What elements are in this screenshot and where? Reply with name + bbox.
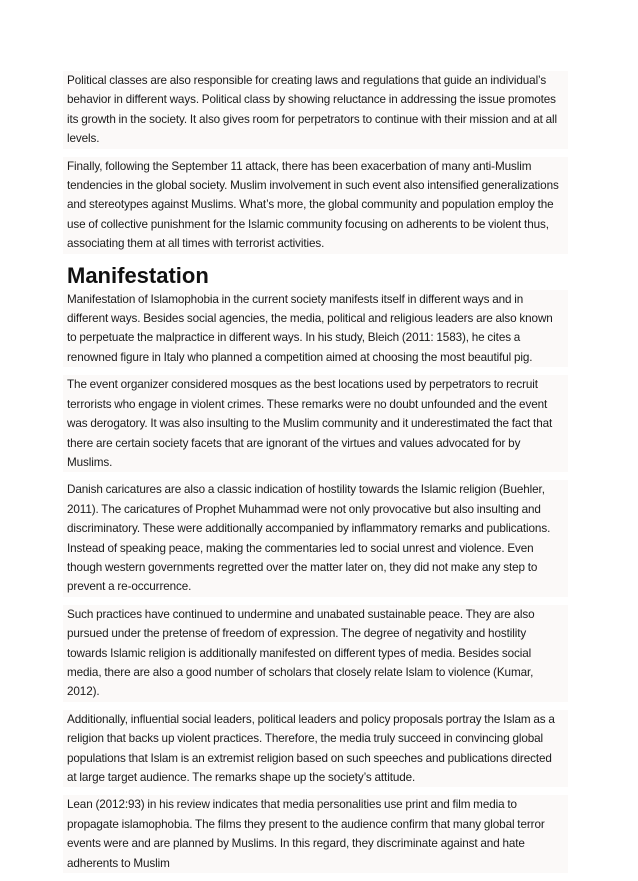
paragraph-september-11: Finally, following the September 11 attack, there has been exacerbation of many anti-Muslim tendencies in the global society. Muslim involvement in such event also intensified generalizations and stereotypes against Muslims. What’s more, the global community and population employ the use of collective punishment for the Islamic community focusing on adherents to be violent thus, associating them at all times with terrorist activities.	[63, 157, 568, 254]
paragraph-influential-leaders: Additionally, influential social leaders, political leaders and policy proposals portray the Islam as a religion that backs up violent practices. Therefore, the media truly succeed in convincing global populations that Islam is an extremist religion based on such speeches and publications directed at large target audience. The remarks shape up the society’s attitude.	[63, 710, 568, 788]
paragraph-event-organizer: The event organizer considered mosques as the best locations used by perpetrators to recruit terrorists who engage in violent crimes. These remarks were no doubt unfounded and the event was derogatory. It was also insulting to the Muslim community and it underestimated the fact that there are certain society facets that are ignorant of the virtues and values advocated for by Muslims.	[63, 375, 568, 472]
paragraph-such-practices: Such practices have continued to undermine and unabated sustainable peace. They are also pursued under the pretense of freedom of expression. The degree of negativity and hostility towards Islamic religion is additionally manifested on different types of media. Besides social media, there are also a good number of scholars that closely relate Islam to violence (Kumar, 2012).	[63, 605, 568, 702]
paragraph-manifestation-intro: Manifestation of Islamophobia in the current society manifests itself in different ways and in different ways. Besides social agencies, the media, political and religious leaders are also known to perpetuate the malpractice in different ways. In his study, Bleich (2011: 1583), he cites a renowned figure in Italy who planned a competition aimed at choosing the most beautiful pig.	[63, 290, 568, 368]
section-heading: Manifestation	[67, 262, 209, 288]
paragraph-danish-caricatures: Danish caricatures are also a classic indication of hostility towards the Islamic religion (Buehler, 2011). The caricatures of Prophet Muhammad were not only provocative but also insulting and discriminatory. These were additionally accompanied by inflammatory remarks and publications. Instead of speaking peace, making the commentaries led to social unrest and violence. Even though western governments regretted over the matter later on, they did not make any step to prevent a re-occurrence.	[63, 480, 568, 596]
paragraph-political-classes: Political classes are also responsible for creating laws and regulations that guide an individual’s behavior in different ways. Political class by showing reluctance in addressing the issue promotes its growth in the society. It also gives room for perpetrators to continue with their mission and at all levels.	[63, 71, 568, 149]
document-body	[63, 71, 568, 881]
paragraph-lean-review: Lean (2012:93) in his review indicates that media personalities use print and film media to propagate islamophobia. The films they present to the audience confirm that many global terror events were and are planned by Muslims. In this regard, they discriminate against and hate adherents to Muslim	[63, 795, 568, 873]
